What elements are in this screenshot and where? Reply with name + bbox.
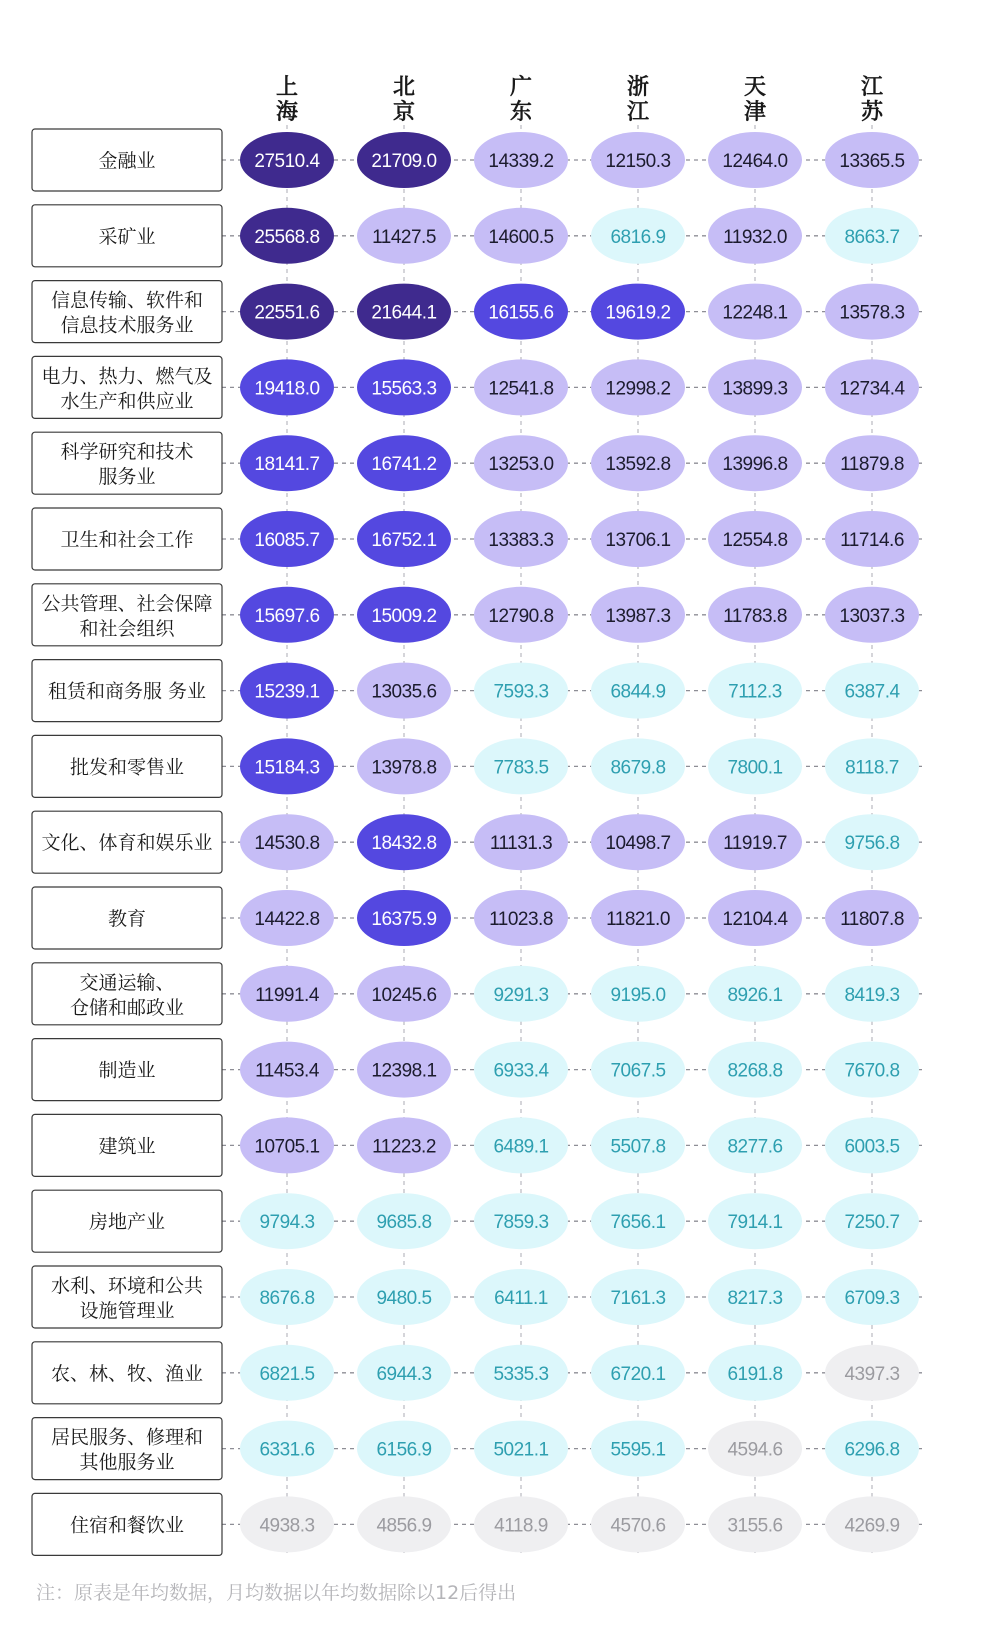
value-label: 7161.3 [610, 1288, 666, 1309]
value-label: 12541.8 [488, 378, 554, 400]
value-label: 13592.8 [605, 454, 671, 476]
value-label: 11783.8 [723, 605, 787, 627]
value-label: 8419.3 [844, 984, 900, 1006]
row-label: 房地产业 [88, 1211, 166, 1234]
value-label: 5507.8 [610, 1136, 666, 1158]
value-label: 7250.7 [844, 1212, 900, 1234]
value-label: 6191.8 [727, 1363, 783, 1385]
value-label: 8679.8 [610, 757, 666, 779]
value-label: 13035.6 [371, 681, 437, 703]
value-label: 13365.5 [839, 151, 905, 172]
row-label: 水利、环境和公共 [50, 1275, 204, 1297]
value-label: 7593.3 [493, 681, 549, 703]
value-label: 5595.1 [610, 1439, 666, 1461]
column-header: 东 [509, 100, 533, 125]
value-label: 8926.1 [727, 984, 783, 1006]
value-label: 12104.4 [722, 909, 788, 930]
value-label: 13706.1 [605, 530, 671, 551]
row-label: 和社会组织 [79, 617, 175, 640]
column-header: 京 [392, 100, 416, 125]
value-label: 15184.3 [254, 757, 320, 779]
column-header: 天 [743, 75, 767, 100]
value-label: 12734.4 [839, 378, 905, 400]
value-label: 4269.9 [844, 1515, 900, 1537]
value-label: 22551.6 [254, 302, 320, 324]
value-label: 18141.7 [254, 454, 320, 476]
value-label: 10498.7 [605, 833, 671, 855]
value-label: 8268.8 [727, 1060, 783, 1082]
value-label: 6489.1 [493, 1136, 549, 1158]
column-header: 海 [275, 100, 299, 125]
value-label: 10245.6 [371, 984, 437, 1006]
value-label: 12554.8 [722, 530, 788, 551]
value-label: 16155.6 [488, 302, 554, 324]
value-label: 6821.5 [259, 1363, 315, 1385]
value-label: 15239.1 [254, 681, 320, 703]
value-label: 4938.3 [259, 1515, 315, 1537]
value-label: 15697.6 [254, 605, 320, 627]
value-label: 21709.0 [371, 151, 437, 172]
value-label: 13996.8 [722, 454, 788, 476]
value-label: 14422.8 [254, 909, 320, 930]
row-label: 文化、体育和娱乐业 [41, 832, 213, 855]
value-label: 11879.8 [840, 454, 904, 476]
column-header: 北 [392, 75, 416, 100]
row-label: 农、林、牧、渔业 [50, 1362, 204, 1385]
value-label: 11453.4 [255, 1060, 319, 1082]
value-label: 4594.6 [727, 1439, 783, 1461]
value-label: 16752.1 [371, 530, 437, 551]
row-label: 采矿业 [98, 225, 156, 248]
value-label: 8277.6 [727, 1136, 783, 1158]
value-label: 11223.2 [372, 1136, 436, 1158]
value-label: 6296.8 [844, 1439, 900, 1461]
column-header: 江 [860, 75, 884, 100]
value-label: 4118.9 [494, 1515, 548, 1537]
value-label: 11807.8 [840, 909, 904, 930]
value-label: 11991.4 [255, 984, 319, 1006]
row-label: 卫生和社会工作 [60, 529, 194, 551]
value-label: 15009.2 [371, 605, 437, 627]
row-label: 制造业 [98, 1059, 156, 1082]
column-header: 浙 [626, 75, 650, 100]
value-label: 6844.9 [610, 681, 666, 703]
value-label: 6387.4 [844, 681, 900, 703]
value-label: 10705.1 [254, 1136, 320, 1158]
value-label: 8118.7 [845, 757, 899, 779]
value-label: 7914.1 [727, 1212, 783, 1234]
value-label: 19418.0 [254, 378, 320, 400]
row-label: 水生产和供应业 [60, 390, 194, 413]
value-label: 5335.3 [493, 1363, 549, 1385]
value-label: 9195.0 [610, 984, 666, 1006]
value-label: 9685.8 [376, 1212, 432, 1234]
value-label: 4570.6 [610, 1515, 666, 1537]
row-label: 电力、热力、燃气及 [41, 365, 213, 388]
value-label: 6156.9 [376, 1439, 432, 1461]
value-label: 9291.3 [493, 984, 549, 1006]
value-label: 18432.8 [371, 833, 437, 855]
value-label: 6933.4 [493, 1060, 549, 1082]
value-label: 13253.0 [488, 454, 554, 476]
column-header: 津 [743, 100, 767, 125]
value-label: 13578.3 [839, 302, 905, 324]
column-header: 广 [509, 75, 533, 100]
value-label: 9480.5 [376, 1288, 432, 1309]
value-label: 7656.1 [610, 1212, 666, 1234]
row-label: 金融业 [98, 150, 156, 172]
value-label: 4397.3 [844, 1363, 900, 1385]
value-label: 13899.3 [722, 378, 788, 400]
value-label: 9756.8 [844, 833, 900, 855]
value-label: 9794.3 [259, 1212, 315, 1234]
value-label: 15563.3 [371, 378, 437, 400]
row-label: 居民服务、修理和 [50, 1426, 204, 1449]
value-label: 11714.6 [840, 530, 904, 551]
value-label: 6816.9 [610, 226, 666, 248]
row-label: 交通运输、 [79, 971, 175, 994]
value-label: 14530.8 [254, 833, 320, 855]
value-label: 11427.5 [372, 226, 436, 248]
row-label: 教育 [107, 908, 147, 930]
value-label: 13987.3 [605, 605, 671, 627]
value-label: 27510.4 [254, 151, 320, 172]
value-label: 12998.2 [605, 378, 671, 400]
value-label: 11023.8 [489, 909, 553, 930]
value-label: 6720.1 [610, 1363, 666, 1385]
value-label: 16375.9 [371, 909, 437, 930]
row-label: 住宿和餐饮业 [69, 1514, 185, 1537]
value-label: 5021.1 [493, 1439, 549, 1461]
value-label: 25568.8 [254, 226, 320, 248]
value-label: 12248.1 [722, 302, 788, 324]
value-label: 6411.1 [494, 1288, 548, 1309]
value-label: 8663.7 [844, 226, 900, 248]
row-label: 仓储和邮政业 [69, 996, 185, 1019]
value-label: 12790.8 [488, 605, 554, 627]
row-label: 租赁和商务服 务业 [47, 680, 207, 703]
value-label: 6944.3 [376, 1363, 432, 1385]
value-label: 11919.7 [723, 833, 787, 855]
column-header: 苏 [860, 100, 884, 125]
value-label: 21644.1 [371, 302, 437, 324]
row-label: 建筑业 [98, 1135, 156, 1158]
value-label: 7783.5 [493, 757, 549, 779]
row-label: 公共管理、社会保障 [41, 592, 213, 615]
footnote: 注：原表是年均数据，月均数据以年均数据除以12后得出 [36, 1582, 517, 1604]
value-label: 7067.5 [610, 1060, 666, 1082]
value-label: 7670.8 [844, 1060, 900, 1082]
row-label: 信息传输、软件和 [50, 289, 204, 312]
value-label: 14339.2 [488, 151, 554, 172]
value-label: 6709.3 [844, 1288, 900, 1309]
value-label: 3155.6 [727, 1515, 783, 1537]
row-label: 科学研究和技术 [60, 441, 194, 464]
value-label: 12464.0 [722, 151, 788, 172]
value-label: 11131.3 [489, 833, 553, 855]
value-label: 11932.0 [723, 226, 787, 248]
row-label: 其他服务业 [79, 1451, 175, 1474]
value-label: 7859.3 [493, 1212, 549, 1234]
value-label: 8676.8 [259, 1288, 315, 1309]
row-label: 服务业 [98, 466, 156, 489]
value-label: 14600.5 [488, 226, 554, 248]
value-label: 8217.3 [727, 1288, 783, 1309]
row-label: 批发和零售业 [69, 756, 185, 779]
value-label: 11821.0 [606, 909, 670, 930]
value-label: 13383.3 [488, 530, 554, 551]
value-label: 7112.3 [728, 681, 782, 703]
value-label: 6003.5 [844, 1136, 900, 1158]
value-label: 16085.7 [254, 530, 320, 551]
column-header: 江 [626, 100, 650, 125]
value-label: 13037.3 [839, 605, 905, 627]
row-label: 信息技术服务业 [60, 314, 194, 337]
value-label: 7800.1 [727, 757, 783, 779]
value-label: 16741.2 [371, 454, 437, 476]
value-label: 6331.6 [259, 1439, 315, 1461]
row-label: 设施管理业 [79, 1300, 175, 1322]
value-label: 4856.9 [376, 1515, 432, 1537]
value-label: 12150.3 [605, 151, 671, 172]
value-label: 19619.2 [605, 302, 671, 324]
column-header: 上 [275, 75, 299, 100]
value-label: 12398.1 [371, 1060, 437, 1082]
value-label: 13978.8 [371, 757, 437, 779]
